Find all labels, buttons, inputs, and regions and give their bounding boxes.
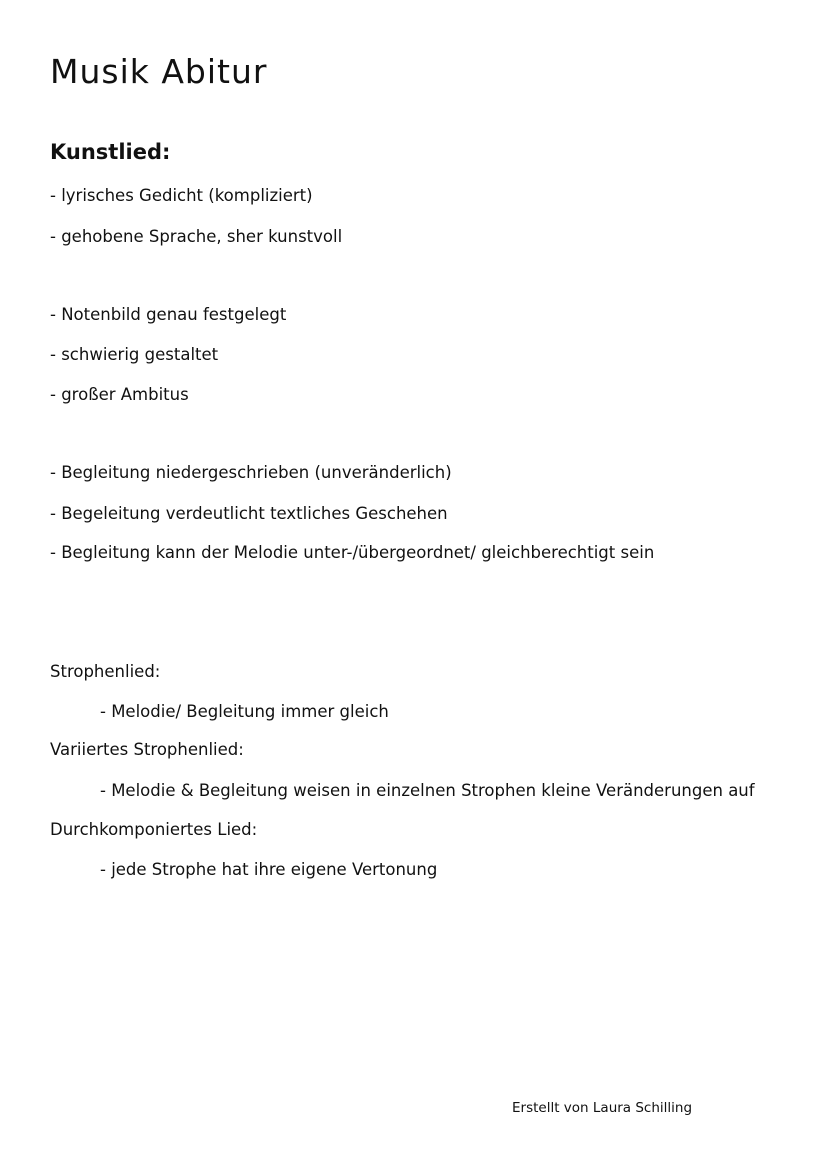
page-title: Musik Abitur	[50, 52, 268, 91]
kunstlied-point: - großer Ambitus	[50, 385, 189, 404]
kunstlied-point: - Notenbild genau festgelegt	[50, 305, 287, 324]
kunstlied-point: - Begleitung kann der Melodie unter-/übergeordnet/ gleichberechtigt sein	[50, 543, 655, 562]
kunstlied-point: - gehobene Sprache, sher kunstvoll	[50, 227, 343, 246]
kunstlied-point: - schwierig gestaltet	[50, 345, 219, 364]
footer-credit: Erstellt von Laura Schilling	[512, 1100, 693, 1116]
song-form-label: Strophenlied:	[50, 662, 161, 681]
song-form-description: - Melodie & Begleitung weisen in einzelnen Strophen kleine Veränderungen auf	[100, 781, 755, 800]
song-form-label: Durchkomponiertes Lied:	[50, 820, 258, 839]
kunstlied-point: - Begleitung niedergeschrieben (unveränderlich)	[50, 463, 452, 482]
song-form-label: Variiertes Strophenlied:	[50, 740, 244, 759]
kunstlied-point: - Begeleitung verdeutlicht textliches Geschehen	[50, 504, 448, 523]
kunstlied-point: - lyrisches Gedicht (kompliziert)	[50, 186, 313, 205]
section-heading-kunstlied: Kunstlied:	[50, 140, 171, 164]
song-form-description: - Melodie/ Begleitung immer gleich	[100, 702, 389, 721]
song-form-description: - jede Strophe hat ihre eigene Vertonung	[100, 860, 438, 879]
